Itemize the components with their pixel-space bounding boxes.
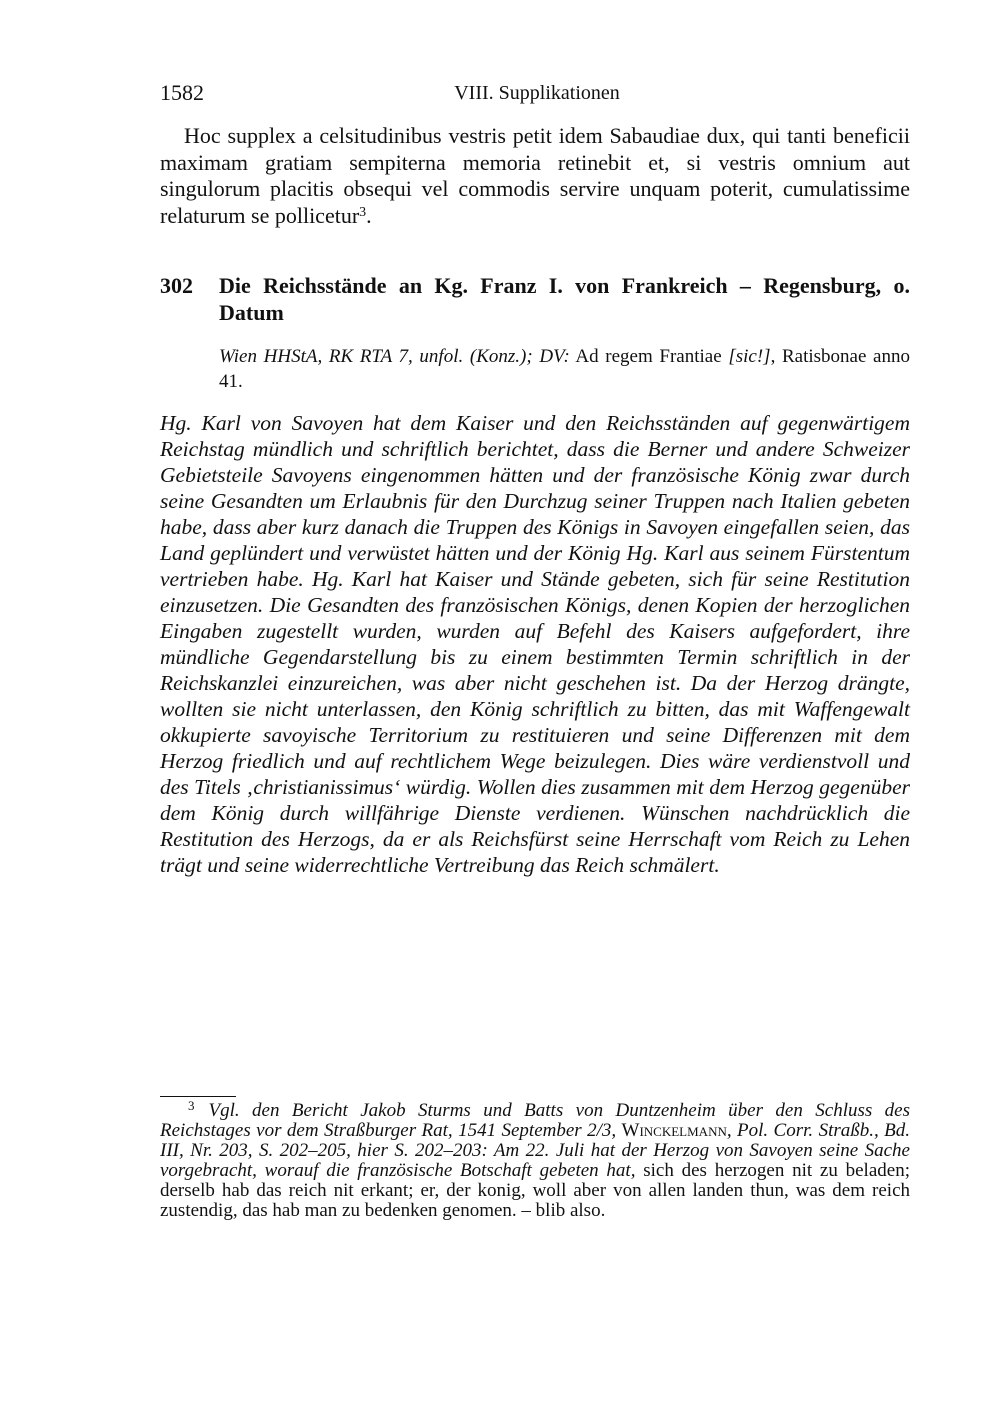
intro-text: Hoc supplex a celsitudinibus vestris petit idem Sabaudiae dux, qui tanti beneficii maximam gratiam sempiterna memoria retinebit et, si vestris omnium aut singulorum placitis obsequi vel commodis servire unquam poterit, cumulatissime relaturum se pollicetur	[160, 123, 910, 228]
document-number: 302	[160, 273, 193, 298]
source-dorsal: Ad regem Frantiae	[569, 346, 729, 367]
footnote-marker: 3	[188, 1098, 195, 1113]
source-note	[219, 344, 910, 394]
footnote-rule	[160, 1096, 236, 1097]
footnote-reference[interactable]: 3	[359, 204, 367, 220]
source-sic: [sic!]	[728, 346, 771, 367]
footnote-quote: sich des herzogen nit zu beladen; derselb hab das reich nit erkant; er, der konig, woll aber von allen landen thun, was dem reich zustendig, das hab man zu bedenken genomen. – blib also.	[160, 1160, 910, 1221]
running-head: VIII. Supplikationen	[454, 82, 620, 104]
intro-paragraph	[160, 123, 910, 229]
footnote-author: Winckelmann	[621, 1120, 727, 1141]
source-end: , Ratisbonae anno 41.	[219, 346, 910, 392]
document-summary: Hg. Karl von Savoyen hat dem Kaiser und den Reichsständen auf gegenwärtigem Reichstag mündlich und schriftlich berichtet, dass die Berner und andere Schweizer Gebietsteile Savoyens eingenommen hätten und der französische König zwar durch seine Gesandten um Erlaubnis für den Durchzug seiner Truppen nach Italien gebeten habe, dass aber kurz danach die Truppen des Königs in Savoyen eingefallen seien, das Land geplündert und verwüstet hätten und der König Hg. Karl aus seinem Fürstentum vertrieben habe. Hg. Karl hat Kaiser und Stände gebeten, sich für seine Restitution einzusetzen. Die Gesandten des französischen Königs, denen Kopien der herzoglichen Eingaben zugestellt wurden, wurden auf Befehl des Kaisers aufgefordert, ihre mündliche Gegendarstellung bis zu einem bestimmten Termin schriftlich in der Reichskanzlei einzureichen, was aber nicht geschehen ist. Da der Herzog drängte, wollten sie nicht unterlassen, den König schriftlich zu bitten, das mit Waffengewalt okkupierte savoyische Territorium zu restituieren und seine Differenzen mit dem Herzog friedlich und auf rechtlichem Wege beizulegen. Dies wäre verdienstvoll und des Titels ‚christianissimus‘ würdig. Wollen dies zusammen mit dem Herzog gegenüber dem König durch willfährige Dienste verdienen. Wünschen nachdrücklich die Restitution des Herzogs, da er als Reichsfürst seine Herrschaft vom Reich zu Lehen trägt und seine widerrechtliche Vertreibung das Reich schmälert.	[160, 411, 910, 877]
page-number: 1582	[160, 80, 204, 105]
document-title: Die Reichsstände an Kg. Franz I. von Frankreich – Regensburg, o. Datum	[219, 273, 910, 325]
intro-end: .	[366, 202, 372, 228]
footnote-3	[160, 1098, 910, 1221]
footnote-italic-2: , Pol. Corr. Straßb., Bd. III, Nr. 203, S. 202–205, hier S. 202–203: Am 22. Juli hat der Herzog von Savoyen seine Sache vorgebracht, worauf die französische Botschaft gebeten hat,	[160, 1120, 910, 1181]
footnote-italic-1: Vgl. den Bericht Jakob Sturms und Batts von Duntzenheim über den Schluss des Reichstages vor dem Straßburger Rat, 1541 September 2/3,	[160, 1100, 910, 1141]
source-archive: Wien HHStA, RK RTA 7, unfol. (Konz.); DV:	[219, 346, 570, 367]
